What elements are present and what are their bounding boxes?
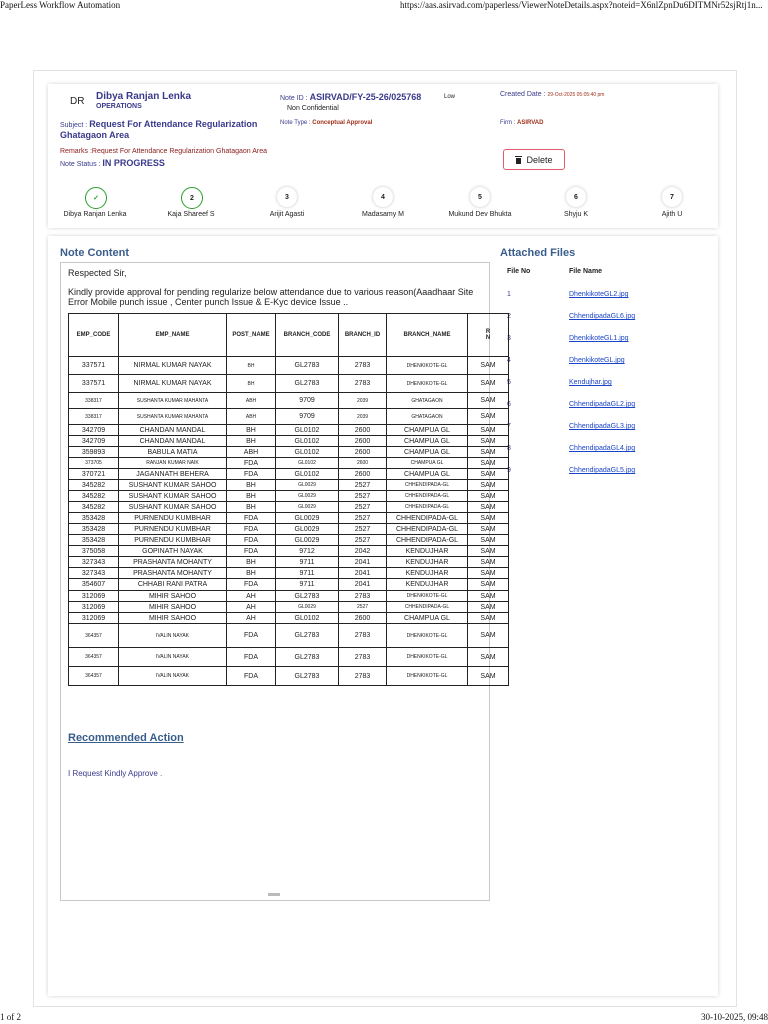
step-circle: 3 [277,187,297,207]
file-number: 6 [507,401,511,408]
table-cell: BH [227,425,276,436]
step-label: Kaja Shareef S [167,211,215,218]
table-cell: 9711 [276,557,339,568]
resize-handle[interactable] [268,893,280,896]
table-cell: CHHENDIPADA-GL [387,535,468,546]
table-cell: GHATAGAON [387,409,468,425]
table-cell: GL2783 [276,375,339,393]
delete-button[interactable] [503,149,565,170]
column-header: EMP_NAME [119,314,227,357]
table-cell: SAM [468,393,509,409]
table-cell: CHHENDIPADA-GL [387,491,468,502]
table-cell: BH [227,436,276,447]
firm [500,120,543,126]
table-cell: GL0029 [276,480,339,491]
table-cell: GL0102 [276,436,339,447]
table-cell: IVALIN NAYAK [119,667,227,686]
table-cell: GL2783 [276,624,339,648]
table-cell: SAM [468,613,509,624]
file-no-header: File No [507,268,531,275]
note-content-title: Note Content [60,247,130,259]
table-cell: CHHENDIPADA-GL [387,502,468,513]
step-label: Shyju K [563,211,589,218]
file-link[interactable]: ChhendipadaGL4.jpg [569,445,636,452]
table-cell: PURNENDU KUMBHAR [119,513,227,524]
attached-files-title: Attached Files [500,247,576,259]
table-cell: 2600 [339,447,387,458]
table-cell: 338317 [69,393,119,409]
table-cell: CHANDAN MANDAL [119,425,227,436]
table-cell: 9709 [276,393,339,409]
step-label: Madasamy M [361,211,405,218]
table-cell: CHAMPUA GL [387,425,468,436]
table-cell: SAM [468,409,509,425]
note-type-label: Note Type : [280,120,313,126]
print-header [0,0,768,12]
table-cell: 364357 [69,667,119,686]
table-cell: 338317 [69,409,119,425]
table-cell: 2783 [339,357,387,375]
table-cell: 312069 [69,602,119,613]
table-cell: 342709 [69,436,119,447]
table-cell: 370721 [69,469,119,480]
table-cell: SAM [468,624,509,648]
table-cell: KENDUJHAR [387,546,468,557]
table-cell: 2041 [339,579,387,591]
table-row [69,667,509,686]
table-cell: GL2783 [276,357,339,375]
note-status [60,158,165,168]
print-title: PaperLess Workflow Automation [0,0,121,10]
table-cell: GL2783 [276,667,339,686]
table-cell: IVALIN NAYAK [119,624,227,648]
table-cell: 364357 [69,624,119,648]
table-cell: GHATAGAON [387,393,468,409]
table-cell: IVALIN NAYAK [119,648,227,667]
table-cell: SAM [468,648,509,667]
table-cell: MIHIR SAHOO [119,602,227,613]
table-cell: SAM [468,502,509,513]
table-cell: 353428 [69,535,119,546]
table-cell: 359893 [69,447,119,458]
table-cell: 2527 [339,524,387,535]
table-cell: SAM [468,602,509,613]
table-row [69,624,509,648]
subject-line1: Request For Attendance Regularization [89,119,258,129]
table-cell: 9711 [276,568,339,579]
column-header: EMP_CODE [69,314,119,357]
table-cell: SUSHANT KUMAR SAHOO [119,502,227,513]
table-cell: DHENKIKOTE-GL [387,375,468,393]
table-cell: GL0029 [276,513,339,524]
table-cell: 353428 [69,513,119,524]
file-number: 5 [507,379,511,386]
file-number: 3 [507,335,511,342]
created-date-label: Created Date : [500,91,548,98]
table-cell: 337571 [69,375,119,393]
table-cell: JAGANNATH BEHERA [119,469,227,480]
note-body[interactable] [60,262,496,901]
table-cell: CHHENDIPADA-GL [387,480,468,491]
table-cell: PURNENDU KUMBHAR [119,535,227,546]
table-cell: 2041 [339,568,387,579]
table-cell: FDA [227,513,276,524]
table-row [69,579,509,591]
file-number: 2 [507,313,511,320]
column-header: POST_NAME [227,314,276,357]
table-cell: SAM [468,524,509,535]
subject-line2: Ghatagaon Area [60,130,130,140]
table-cell: CHHABI RANI PATRA [119,579,227,591]
table-row [69,591,509,602]
table-row [69,613,509,624]
table-cell: BH [227,480,276,491]
table-cell: 2600 [339,613,387,624]
priority-badge: Low [444,94,456,100]
table-cell: GL0029 [276,602,339,613]
table-cell: 2783 [339,667,387,686]
table-cell: FDA [227,579,276,591]
table-row [69,458,509,469]
table-cell: 345282 [69,480,119,491]
step-circle: ✓ [85,187,107,209]
table-cell: FDA [227,535,276,546]
column-header: BRANCH_CODE [276,314,339,357]
user-name: Dibya Ranjan Lenka [96,91,192,102]
table-cell: 2600 [339,436,387,447]
table-cell: AH [227,591,276,602]
table-row [69,469,509,480]
remarks: Remarks :Request For Attendance Regularization Ghatagaon Area [60,148,268,155]
table-cell: SAM [468,447,509,458]
trash-icon [515,156,522,164]
table-cell: 342709 [69,425,119,436]
table-cell: 312069 [69,591,119,602]
step-label: Arijit Agasti [269,211,305,218]
table-cell: 373705 [69,458,119,469]
table-cell: 2527 [339,513,387,524]
table-cell: GL0029 [276,491,339,502]
created-date-value: 29-Oct-2025 05:05:40 pm [547,92,605,98]
table-cell: CHHENDIPADA-GL [387,513,468,524]
note-status-value: IN PROGRESS [102,158,165,168]
table-cell: GL0102 [276,613,339,624]
table-cell: AH [227,613,276,624]
table-cell: 9711 [276,579,339,591]
table-cell: KENDUJHAR [387,557,468,568]
table-cell: 2039 [339,393,387,409]
table-cell: 2527 [339,535,387,546]
file-name-header: File Name [569,268,603,275]
table-row [69,436,509,447]
file-link[interactable]: ChhendipadaGL2.jpg [569,401,636,408]
table-cell: PURNENDU KUMBHAR [119,524,227,535]
file-number: 4 [507,357,511,364]
table-cell: FDA [227,524,276,535]
table-row [69,568,509,579]
table-cell: SAM [468,579,509,591]
table-cell: GL2783 [276,591,339,602]
table-cell: SAM [468,480,509,491]
table-cell: 312069 [69,613,119,624]
table-cell: SAM [468,491,509,502]
table-cell: SAM [468,469,509,480]
table-cell: 327343 [69,557,119,568]
table-cell: SUSHANT KUMAR SAHOO [119,491,227,502]
table-cell: BH [227,557,276,568]
table-cell: SAM [468,436,509,447]
table-cell: 2041 [339,557,387,568]
table-cell: DHENKIKOTE-GL [387,648,468,667]
table-cell: KENDUJHAR [387,579,468,591]
table-cell: FDA [227,667,276,686]
table-cell: SAM [468,568,509,579]
table-cell: MIHIR SAHOO [119,613,227,624]
table-cell: 2783 [339,624,387,648]
file-link[interactable]: ChhendipadaGL5.jpg [569,467,636,474]
table-row [69,425,509,436]
table-cell: 337571 [69,357,119,375]
table-cell: GL0102 [276,425,339,436]
table-row [69,375,509,393]
table-cell: 2600 [339,469,387,480]
note-status-label: Note Status : [60,161,103,168]
table-cell: BH [227,568,276,579]
subject-label: Subject : [60,122,90,129]
table-cell: 375058 [69,546,119,557]
table-cell: 2527 [339,491,387,502]
table-cell: CHHENDIPADA-GL [387,524,468,535]
table-cell: SAM [468,375,509,393]
table-cell: DHENKIKOTE-GL [387,357,468,375]
table-cell: AH [227,602,276,613]
file-link[interactable]: ChhendipadaGL3.jpg [569,423,636,430]
table-cell: 2600 [339,458,387,469]
table-cell: 345282 [69,502,119,513]
table-cell: GL0102 [276,458,339,469]
confidentiality: Non Confidential [287,105,339,112]
table-cell: 2783 [339,648,387,667]
table-cell: SUSHANT KUMAR SAHOO [119,480,227,491]
table-row [69,502,509,513]
avatar: DR [70,96,85,107]
note-id-value: ASIRVAD/FY-25-26/025768 [309,92,422,102]
table-cell: MIHIR SAHOO [119,591,227,602]
table-cell: SAM [468,458,509,469]
table-cell: ABH [227,447,276,458]
table-cell: SAM [468,357,509,375]
recommended-action-text: I Request Kindly Approve . [68,769,163,778]
table-cell: SAM [468,535,509,546]
table-cell: GL0102 [276,447,339,458]
table-cell: RANJAN KUMAR NAIK [119,458,227,469]
table-body [69,357,509,686]
step-circle: 6 [566,187,586,207]
note-id [280,92,421,102]
column-header: BRANCH_ID [339,314,387,357]
step-circle: 4 [373,187,393,207]
table-cell: GL0029 [276,502,339,513]
table-cell: FDA [227,458,276,469]
table-cell: PRASHANTA MOHANTY [119,568,227,579]
step-label: Ajith U [661,211,683,218]
table-cell: 353428 [69,524,119,535]
file-number: 7 [507,423,511,430]
table-row [69,602,509,613]
table-cell: 2039 [339,409,387,425]
table-cell: FDA [227,648,276,667]
table-cell: SAM [468,591,509,602]
table-cell: 2783 [339,591,387,602]
table-header-row [69,314,509,357]
table-cell: CHAMPUA GL [387,613,468,624]
table-row [69,524,509,535]
table-row [69,409,509,425]
table-cell: SAM [468,546,509,557]
table-row [69,447,509,458]
step-circle: 2 [181,187,203,209]
table-cell: ABH [227,409,276,425]
table-cell: KENDUJHAR [387,568,468,579]
note-id-label: Note ID : [280,95,310,102]
employee-table-wrap [68,313,496,686]
file-number: 8 [507,445,511,452]
page-number: 1 of 2 [0,1012,21,1022]
table-cell: GL0029 [276,535,339,546]
table-cell: 2783 [339,375,387,393]
table-cell: 2527 [339,502,387,513]
file-link[interactable]: Kendujhar.jpg [569,379,612,386]
table-row [69,480,509,491]
file-link[interactable]: DhenkikoteGL2.jpg [569,291,629,298]
file-link[interactable]: DhenkikoteGL.jpg [569,357,625,364]
column-header: BRANCH_NAME [387,314,468,357]
table-cell: BH [227,375,276,393]
file-number: 1 [507,291,511,298]
table-row [69,546,509,557]
table-cell: 2527 [339,480,387,491]
created-date [500,91,604,98]
table-cell: 364357 [69,648,119,667]
table-cell: BH [227,502,276,513]
file-link[interactable]: ChhendipadaGL6.jpg [569,313,636,320]
table-cell: CHANDAN MANDAL [119,436,227,447]
step-label: Dibya Ranjan Lenka [63,211,127,218]
firm-label: Firm : [500,120,517,126]
table-cell: GL2783 [276,648,339,667]
table-cell: NIRMAL KUMAR NAYAK [119,357,227,375]
table-cell: 354607 [69,579,119,591]
print-datetime: 30-10-2025, 09:48 [701,1012,768,1022]
table-cell: 2527 [339,602,387,613]
table-cell: CHAMPUA GL [387,447,468,458]
table-cell: DHENKIKOTE-GL [387,624,468,648]
table-cell: SAM [468,513,509,524]
table-cell: ABH [227,393,276,409]
note-type-value: Conceptual Approval [312,120,373,126]
table-cell: BH [227,491,276,502]
table-cell: FDA [227,469,276,480]
table-row [69,393,509,409]
table-row [69,648,509,667]
delete-label: Delete [526,154,553,165]
table-cell: DHENKIKOTE-GL [387,667,468,686]
table-row [69,513,509,524]
file-number: 9 [507,467,511,474]
table-row [69,491,509,502]
table-row [69,557,509,568]
table-cell: 9709 [276,409,339,425]
step-circle: 7 [662,187,682,207]
note-type [280,120,372,126]
table-cell: GL0102 [276,469,339,480]
table-cell: 9712 [276,546,339,557]
table-cell: 327343 [69,568,119,579]
table-cell: PRASHANTA MOHANTY [119,557,227,568]
table-cell: FDA [227,546,276,557]
table-cell: SAM [468,557,509,568]
table-cell: DHENKIKOTE-GL [387,591,468,602]
table-cell: BH [227,357,276,375]
table-cell: CHHENDIPADA-GL [387,602,468,613]
step-label: Mukund Dev Bhukta [448,211,512,218]
table-cell: NIRMAL KUMAR NAYAK [119,375,227,393]
table-cell: CHAMPUA GL [387,436,468,447]
step-circle: 5 [470,187,490,207]
table-cell: FDA [227,624,276,648]
table-cell: SUSHANTA KUMAR MAHANTA [119,409,227,425]
table-cell: SAM [468,425,509,436]
table-cell: CHAMPUA GL [387,458,468,469]
file-link[interactable]: DhenkikoteGL1.jpg [569,335,629,342]
firm-value: ASIRVAD [517,120,544,126]
column-header: R N [468,314,509,357]
table-cell: SUSHANTA KUMAR MAHANTA [119,393,227,409]
greeting: Respected Sir, [68,268,127,278]
table-cell: SAM [468,667,509,686]
department: OPERATIONS [96,103,142,110]
subject [60,119,257,129]
table-cell: BABULA MATIA [119,447,227,458]
table-cell: CHAMPUA GL [387,469,468,480]
table-cell: 345282 [69,491,119,502]
note-paragraph: Kindly provide approval for pending regularize below attendance due to various reason(Aaadhaar Site Error Mobile punch issue , Center punch Issue & E-Kyc device Issue .. [68,287,474,307]
table-row [69,535,509,546]
table-cell: 2600 [339,425,387,436]
employee-table [68,313,509,686]
recommended-action-title: Recommended Action [68,732,184,744]
print-url: https://aas.asirvad.com/paperless/ViewerNoteDetails.aspx?noteid=X6nlZpnDu6DITMNr52sjRtj1n... [400,0,763,10]
print-footer [0,1012,768,1024]
table-cell: GL0029 [276,524,339,535]
table-cell: GOPINATH NAYAK [119,546,227,557]
table-cell: 2042 [339,546,387,557]
table-row [69,357,509,375]
